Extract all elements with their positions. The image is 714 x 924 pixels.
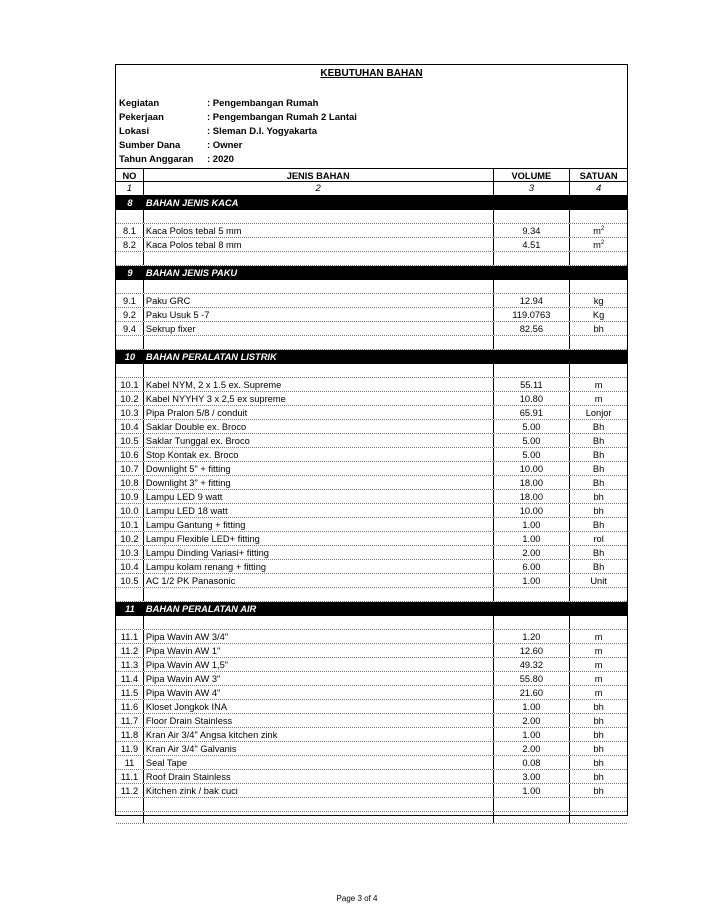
item-no: 10.9 — [116, 490, 144, 503]
item-unit-text: Lonjor — [585, 408, 612, 418]
item-volume: 10.00 — [494, 504, 571, 517]
header-no: NO — [116, 169, 144, 181]
blank-cell — [494, 812, 571, 823]
item-unit-text: m — [594, 646, 603, 656]
item-unit — [570, 672, 627, 685]
blank-cell — [144, 616, 494, 629]
item-unit-text: m — [593, 240, 601, 250]
item-name: Sekrup fixer — [144, 322, 494, 335]
section-no: 8 — [127, 198, 133, 208]
table-row — [116, 420, 627, 434]
blank-cell — [116, 210, 144, 223]
item-volume: 2.00 — [494, 546, 571, 559]
item-unit — [570, 392, 627, 405]
blank-cell — [494, 588, 571, 601]
info-value: : Pengembangan Rumah 2 Lantai — [207, 112, 357, 123]
item-unit-text: Bh — [592, 520, 605, 530]
item-name: Kitchen zink / bak cuci — [144, 784, 494, 797]
blank-cell — [570, 616, 627, 629]
blank-row — [116, 616, 627, 630]
item-unit — [570, 434, 627, 447]
section-title: BAHAN JENIS PAKU — [145, 268, 238, 278]
info-label: Tahun Anggaran — [119, 154, 194, 165]
blank-cell — [116, 616, 144, 629]
item-no: 11.3 — [116, 658, 144, 671]
blank-cell — [116, 336, 144, 349]
item-unit-text: m — [593, 226, 601, 236]
item-name: Lampu LED 18 watt — [144, 504, 494, 517]
item-no: 11.9 — [116, 742, 144, 755]
section-row — [116, 602, 627, 616]
table-row — [116, 532, 627, 546]
item-no: 10.3 — [116, 406, 144, 419]
document-title: KEBUTUHAN BAHAN — [320, 68, 423, 79]
table-row — [116, 546, 627, 560]
item-name: Kloset Jongkok INA — [144, 700, 494, 713]
item-unit-text: m — [594, 394, 603, 404]
item-no: 11.5 — [116, 686, 144, 699]
item-name: Kran Air 3/4" Galvanis — [144, 742, 494, 755]
item-unit-text: bh — [593, 786, 604, 796]
blank-row — [116, 336, 627, 350]
item-unit-text: Unit — [590, 576, 607, 586]
table-row — [116, 518, 627, 532]
table-row — [116, 406, 627, 420]
item-unit — [570, 462, 627, 475]
item-unit — [570, 728, 627, 741]
item-no: 8.2 — [116, 238, 144, 251]
item-no: 11.1 — [116, 630, 144, 643]
blank-cell — [116, 364, 144, 377]
section-row — [116, 196, 627, 210]
item-unit-text: bh — [593, 758, 604, 768]
blank-cell — [570, 798, 627, 811]
blank-cell — [570, 588, 627, 601]
table-row — [116, 574, 627, 588]
item-name: AC 1/2 PK Panasonic — [144, 574, 494, 587]
item-volume: 3.00 — [494, 770, 571, 783]
item-unit-superscript: 2 — [600, 225, 605, 232]
item-unit — [570, 532, 627, 545]
item-no: 11.2 — [116, 644, 144, 657]
blank-cell — [144, 364, 494, 377]
index-no: 1 — [116, 182, 144, 195]
section-row — [116, 266, 627, 280]
item-no: 11 — [116, 756, 144, 769]
item-volume: 65.91 — [494, 406, 571, 419]
blank-cell — [570, 252, 627, 265]
blank-cell — [144, 588, 494, 601]
header-satuan: SATUAN — [579, 171, 618, 181]
item-name: Seal Tape — [144, 756, 494, 769]
item-unit-superscript: 2 — [600, 239, 605, 246]
item-no: 8.1 — [116, 224, 144, 237]
item-unit-text: bh — [593, 506, 604, 516]
item-no: 9.1 — [116, 294, 144, 307]
blank-cell — [494, 252, 571, 265]
item-volume: 9.34 — [494, 224, 571, 237]
table-row — [116, 756, 627, 770]
table-row — [116, 224, 627, 238]
item-unit-text: bh — [593, 324, 604, 334]
item-volume: 4.51 — [494, 238, 571, 251]
item-volume: 119.0763 — [494, 308, 571, 321]
item-unit — [570, 756, 627, 769]
item-no: 10.5 — [116, 434, 144, 447]
item-unit-text: bh — [593, 744, 604, 754]
table-row — [116, 630, 627, 644]
item-no: 11.2 — [116, 784, 144, 797]
blank-cell — [116, 252, 144, 265]
item-no: 10.4 — [116, 560, 144, 573]
item-name: Paku GRC — [144, 294, 494, 307]
item-unit-text: kg — [593, 296, 604, 306]
materials-table — [116, 168, 627, 824]
item-name: Roof Drain Stainless — [144, 770, 494, 783]
item-no: 11.4 — [116, 672, 144, 685]
blank-cell — [116, 588, 144, 601]
item-no: 10.4 — [116, 420, 144, 433]
item-unit-text: bh — [593, 772, 604, 782]
info-value: : Sleman D.I. Yogyakarta — [207, 126, 317, 137]
item-unit-text: Bh — [592, 464, 605, 474]
table-row — [116, 434, 627, 448]
blank-cell — [494, 616, 571, 629]
blank-cell — [494, 280, 571, 293]
item-name: Downlight 5" + fitting — [144, 462, 494, 475]
item-no: 11.1 — [116, 770, 144, 783]
table-row — [116, 728, 627, 742]
item-unit — [570, 294, 627, 307]
header-jenis: JENIS BAHAN — [144, 169, 494, 181]
blank-cell — [144, 252, 494, 265]
blank-cell — [494, 210, 571, 223]
item-volume: 10.00 — [494, 462, 571, 475]
table-row — [116, 700, 627, 714]
table-header — [116, 168, 627, 182]
item-name: Lampu Gantung + fitting — [144, 518, 494, 531]
item-unit-text: Bh — [592, 478, 605, 488]
section-no: 9 — [127, 268, 133, 278]
item-unit — [570, 784, 627, 797]
table-row — [116, 378, 627, 392]
table-row — [116, 784, 627, 798]
item-no: 10.3 — [116, 546, 144, 559]
requirements-sheet — [115, 64, 628, 816]
blank-cell — [494, 364, 571, 377]
blank-cell — [494, 798, 571, 811]
blank-cell — [116, 812, 144, 823]
item-unit — [570, 476, 627, 489]
item-unit-text: Bh — [592, 422, 605, 432]
table-row — [116, 490, 627, 504]
item-no: 11.7 — [116, 714, 144, 727]
item-name: Lampu LED 9 watt — [144, 490, 494, 503]
item-volume: 2.00 — [494, 742, 571, 755]
info-value: : Owner — [207, 140, 243, 151]
item-name: Downlight 3" + fitting — [144, 476, 494, 489]
item-name: Pipa Pralon 5/8 / conduit — [144, 406, 494, 419]
item-no: 11.8 — [116, 728, 144, 741]
item-volume: 49.32 — [494, 658, 571, 671]
column-index-row — [116, 182, 627, 196]
table-row — [116, 476, 627, 490]
item-name: Pipa Wavin AW 4" — [144, 686, 494, 699]
index-jenis: 2 — [144, 182, 494, 195]
item-unit-text: bh — [593, 716, 604, 726]
blank-cell — [116, 280, 144, 293]
item-name: Saklar Double ex. Broco — [144, 420, 494, 433]
blank-cell — [144, 812, 494, 823]
item-volume: 1.00 — [494, 700, 571, 713]
item-unit-text: m — [594, 380, 603, 390]
item-name: Pipa Wavin AW 1" — [144, 644, 494, 657]
blank-row — [116, 210, 627, 224]
header-volume: VOLUME — [494, 169, 571, 181]
item-volume: 18.00 — [494, 476, 571, 489]
blank-cell — [570, 812, 627, 823]
item-unit-text: Kg — [592, 310, 605, 320]
item-unit-text: Bh — [592, 548, 605, 558]
blank-row — [116, 364, 627, 378]
item-unit-text: m — [594, 632, 603, 642]
item-name: Lampu Dinding Variasi+ fitting — [144, 546, 494, 559]
section-title: BAHAN PERALATAN LISTRIK — [145, 352, 277, 362]
blank-cell — [570, 336, 627, 349]
item-unit — [570, 322, 627, 335]
item-unit — [570, 644, 627, 657]
table-row — [116, 294, 627, 308]
item-unit — [570, 224, 627, 237]
item-volume: 18.00 — [494, 490, 571, 503]
table-row — [116, 504, 627, 518]
page-footer: Page 3 of 4 — [336, 894, 378, 903]
item-unit-text: bh — [593, 702, 604, 712]
item-no: 10.1 — [116, 518, 144, 531]
table-row — [116, 770, 627, 784]
item-volume: 21.60 — [494, 686, 571, 699]
blank-cell — [144, 280, 494, 293]
blank-row — [116, 812, 627, 824]
item-unit-text: rol — [593, 534, 604, 544]
blank-row — [116, 588, 627, 602]
index-volume: 3 — [494, 182, 571, 195]
info-value: : Pengembangan Rumah — [207, 98, 319, 109]
item-unit — [570, 770, 627, 783]
item-volume: 12.94 — [494, 294, 571, 307]
item-volume: 82.56 — [494, 322, 571, 335]
blank-cell — [144, 336, 494, 349]
blank-row — [116, 252, 627, 266]
item-unit — [570, 420, 627, 433]
section-title: BAHAN PERALATAN AIR — [145, 604, 257, 614]
blank-row — [116, 280, 627, 294]
item-name: Stop Kontak ex. Broco — [144, 448, 494, 461]
info-value: : 2020 — [207, 154, 234, 165]
item-name: Kran Air 3/4" Angsa kitchen zink — [144, 728, 494, 741]
item-no: 9.2 — [116, 308, 144, 321]
blank-cell — [570, 280, 627, 293]
item-name: Paku Usuk 5 -7 — [144, 308, 494, 321]
item-unit-text: bh — [593, 492, 604, 502]
item-volume: 1.00 — [494, 728, 571, 741]
item-no: 9.4 — [116, 322, 144, 335]
item-volume: 55.80 — [494, 672, 571, 685]
item-unit — [570, 518, 627, 531]
section-row — [116, 350, 627, 364]
table-row — [116, 658, 627, 672]
blank-cell — [570, 364, 627, 377]
project-info — [119, 97, 357, 167]
item-name: Pipa Wavin AW 1,5" — [144, 658, 494, 671]
item-name: Kaca Polos tebal 8 mm — [144, 238, 494, 251]
item-volume: 1.00 — [494, 574, 571, 587]
item-no: 10.1 — [116, 378, 144, 391]
info-row — [119, 153, 357, 167]
table-row — [116, 448, 627, 462]
item-unit — [570, 490, 627, 503]
item-name: Lampu kolam renang + fitting — [144, 560, 494, 573]
item-unit — [570, 504, 627, 517]
item-volume: 6.00 — [494, 560, 571, 573]
item-unit — [570, 546, 627, 559]
table-row — [116, 308, 627, 322]
table-row — [116, 714, 627, 728]
table-row — [116, 560, 627, 574]
item-name: Kabel NYM, 2 x 1.5 ex. Supreme — [144, 378, 494, 391]
info-row — [119, 97, 357, 111]
item-volume: 12.60 — [494, 644, 571, 657]
item-no: 10.2 — [116, 532, 144, 545]
section-title: BAHAN JENIS KACA — [145, 198, 239, 208]
item-no: 10.8 — [116, 476, 144, 489]
item-unit-text: Bh — [592, 436, 605, 446]
item-unit — [570, 308, 627, 321]
table-row — [116, 238, 627, 252]
index-satuan: 4 — [595, 183, 602, 194]
blank-cell — [144, 210, 494, 223]
info-row — [119, 111, 357, 125]
item-name: Lampu Flexible LED+ fitting — [144, 532, 494, 545]
table-row — [116, 392, 627, 406]
item-unit — [570, 714, 627, 727]
table-row — [116, 462, 627, 476]
item-volume: 0.08 — [494, 756, 571, 769]
section-no: 10 — [124, 352, 136, 362]
blank-cell — [144, 798, 494, 811]
table-row — [116, 742, 627, 756]
item-unit-text: m — [594, 660, 603, 670]
item-no: 10.0 — [116, 504, 144, 517]
item-name: Kaca Polos tebal 5 mm — [144, 224, 494, 237]
item-unit — [570, 742, 627, 755]
info-label: Sumber Dana — [119, 140, 181, 151]
section-no: 11 — [125, 604, 135, 614]
item-no: 10.2 — [116, 392, 144, 405]
item-name: Pipa Wavin AW 3" — [144, 672, 494, 685]
blank-cell — [494, 336, 571, 349]
table-row — [116, 686, 627, 700]
item-unit — [570, 630, 627, 643]
item-unit — [570, 574, 627, 587]
item-unit-text: bh — [593, 730, 604, 740]
item-volume: 1.20 — [494, 630, 571, 643]
info-row — [119, 139, 357, 153]
item-volume: 5.00 — [494, 448, 571, 461]
table-row — [116, 322, 627, 336]
item-unit — [570, 448, 627, 461]
item-unit — [570, 686, 627, 699]
item-volume: 1.00 — [494, 518, 571, 531]
item-no: 10.6 — [116, 448, 144, 461]
info-row — [119, 125, 357, 139]
item-name: Pipa Wavin AW 3/4" — [144, 630, 494, 643]
item-unit — [570, 378, 627, 391]
item-unit-text: m — [594, 688, 603, 698]
blank-row — [116, 798, 627, 812]
item-no: 11.6 — [116, 700, 144, 713]
info-label: Lokasi — [119, 126, 150, 137]
item-volume: 2.00 — [494, 714, 571, 727]
item-no: 10.7 — [116, 462, 144, 475]
item-volume: 1.00 — [494, 532, 571, 545]
item-no: 10.5 — [116, 574, 144, 587]
item-unit — [570, 238, 627, 251]
item-unit — [570, 658, 627, 671]
item-unit-text: Bh — [592, 562, 605, 572]
info-label: Kegiatan — [119, 98, 160, 109]
item-volume: 10.80 — [494, 392, 571, 405]
item-unit — [570, 406, 627, 419]
item-volume: 5.00 — [494, 434, 571, 447]
item-unit — [570, 560, 627, 573]
blank-cell — [116, 798, 144, 811]
item-name: Kabel NYYHY 3 x 2,5 ex supreme — [144, 392, 494, 405]
item-volume: 55.11 — [494, 378, 571, 391]
table-row — [116, 672, 627, 686]
item-unit-text: m — [594, 674, 603, 684]
item-unit — [570, 700, 627, 713]
item-name: Floor Drain Stainless — [144, 714, 494, 727]
item-name: Saklar Tunggal ex. Broco — [144, 434, 494, 447]
item-volume: 1.00 — [494, 784, 571, 797]
blank-cell — [570, 210, 627, 223]
item-volume: 5.00 — [494, 420, 571, 433]
info-label: Pekerjaan — [119, 112, 164, 123]
table-row — [116, 644, 627, 658]
item-unit-text: Bh — [592, 450, 605, 460]
